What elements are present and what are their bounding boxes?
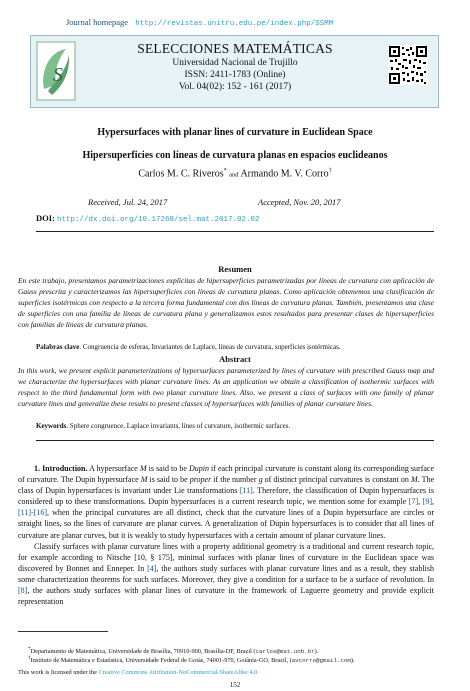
math-M: M [139,464,147,473]
citation-link[interactable]: [4] [147,563,157,573]
journal-volume: Vol. 04(02): 152 - 161 (2017) [178,82,292,92]
authors-and: and [229,171,239,179]
journal-name: SELECCIONES MATEMÁTICAS [137,41,333,56]
license-line [18,669,259,676]
intro-text: if the number [211,475,259,485]
journal-university: Universidad Nacional de Trujillo [172,58,298,68]
footnote-1-end: ). [314,648,319,656]
footnote-2-end: ). [350,657,355,665]
intro-text: A hypersurface [87,464,140,473]
author-1-mark: * [223,168,227,174]
doi-label: DOI: [36,213,55,223]
intro-text: , when the principal curvatures are all distinct, check that the curvature lines of a Dupin hypersurface are circles or straight lines, so the lines of curvature are planar curves. A generalization of Dupin hypersurfaces is to consider that all lines of curvature are planar curves, but it is weakly to study hypersurfaces with a certain amount of planar curvature lines. [18,508,434,540]
intro-heading: 1. Introduction. [34,464,88,473]
intro-text: , the authors study surfaces with planar curvature lines and as a result, they stablish some characterization theorems for such surfaces. Moreover, they give a condition for a surface to be a surface of revolution. In [18,563,434,584]
resumen-heading: Resumen [218,264,252,274]
author-1: Carlos M. C. Riveros [138,168,224,180]
citation-link[interactable]: [9] [422,497,433,507]
license-text: This work is licensed under the [18,669,99,676]
keywords-text: . Sphere congruence, Laplace invariants, lines of curvature, isothermic surfaces. [66,422,291,430]
footnote-1-email[interactable]: carlos@mat.unb.br [255,648,315,656]
footnote-2-email[interactable]: avcorro@gmail.com [291,657,351,665]
footnote-2 [28,654,355,665]
doi-line [36,213,260,224]
divider-top [36,231,434,232]
page-number: 152 [229,681,241,689]
author-2: Armando M. V. Corro [240,168,329,180]
math-M: M [140,475,148,485]
keywords [36,421,434,431]
journal-issn: ISSN: 2411-1783 (Online) [184,70,286,80]
term-proper: proper [189,475,212,485]
citation-link[interactable]: [11]-[16] [18,508,48,518]
abstract-heading: Abstract [219,354,251,364]
homepage-link[interactable]: http://revistas.unitru.edu.pe/index.php/SSMM [135,20,334,28]
divider-bottom [36,440,434,441]
footnote-2-mark: † [28,655,31,661]
footnote-1-text: Departamento de Matemática, Universidade de Brasília, 70910-900, Brasília-DF, Brazil ( [30,648,256,656]
intro-text: is said to be [147,475,190,485]
palabras-clave [36,342,434,352]
math-g: g [258,475,263,485]
intro-paragraph-1: 1. Introduction. A hypersurface M is said to be Dupin if each principal curvature is constant along its corresponding surface of curvature. The Dupin hypersurface M is said to be proper if the number g of distinct principal curvatures is constant on M. The class of Dupin hypersurfaces is invariant under Lie transformations [11]. Therefore, the classification of Dupin hypersurfaces is considered up to these transformations. Dupin hypersurfaces is a current research topic, we mention some for example [7], [9], [11]-[16], when the principal curvatures are all distinct, check that the curvature lines of a Dupin hypersurface are circles or straight lines, so the lines of curvature are planar curves. A generalization of Dupin hypersurfaces is to consider that all lines of curvature are planar curves, but it is weakly to study hypersurfaces with a certain amount of planar curvature lines. [18,464,435,540]
intro-text: is said to be [146,464,189,473]
intro-paragraph-2 [18,541,434,608]
accepted-date: Accepted, Nov. 20, 2017 [258,197,341,207]
keywords-label: Keywords [36,422,67,430]
term-dupin: Dupin [188,464,209,473]
footnote-1-mark: * [28,646,31,652]
article-title-es: Hipersuperficies con líneas de curvatura planas en espacios euclideanos [82,150,388,161]
doi-link[interactable]: http://dx.doi.org/10.17268/sel.mat.2017.02.02 [57,216,260,224]
citation-link[interactable]: [11] [239,486,253,496]
resumen-text: En este trabajo, presentamos parametrizaciones explícitas de hipersuperficies parametrizadas por líneas de curvatura con aplicación de Gauss prescrita y caracterizamos las hipersuperficies con líneas de curvatura planas. Como aplicación obtenemos una clasificación de superficies isotérmicas con respecto a la tercera forma fundamental con dos líneas de curvatura planas. También, presentamos una clase de superficies con una familia de líneas de curvatura plana y generalizamos estos resultados para presentar clases de hipersuperficies con familias de líneas de curvatura planas. [18,276,434,329]
article-title-en: Hypersurfaces with planar lines of curvature in Euclidean Space [97,127,373,138]
homepage-label: Journal homepage [66,17,129,27]
journal-homepage-line [66,17,333,28]
intro-text: if each principal curvature is constant along its corresponding surface of curvature. The Dupin hypersurface [18,464,435,485]
author-2-mark: † [328,168,332,174]
footnote-rule [18,631,108,632]
footnote-2-text: Instituto de Matemática e Estatística, Universidade Federal de Goiás, 74001-970, Goiânia-GO, Brazil, ( [30,657,292,665]
authors-line [0,168,470,179]
citation-link[interactable]: [8] [18,586,28,596]
abstract-text: In this work, we present explicit parameterizations of hypersurfaces parameterized by lines of curvature with prescribed Gauss map and we characterize the hypersurfaces with planar curvature lines. As an application we obtain a classification of isothermic surfaces with respect to the third fundamental form with two planar curvature lines. Also, we present a class of surfaces with one family of planar curvature lines and generalize these results to present classes of hypersurfaces with families of planar curvature lines. [18,366,434,408]
intro-text: . The class of Dupin hypersurfaces is invariant under Lie transformations [18,475,435,496]
license-link[interactable]: Creative Commons Attribution-NoCommercial-ShareAlike 4.0. [98,669,259,676]
palabras-clave-label: Palabras clave [36,343,80,351]
svg-text:S: S [53,64,63,86]
intro-text: , the authors study surfaces with planar lines of curvature in the framework of Laguerre geometry and provide explicit representation [18,586,434,607]
math-M: M [411,475,418,485]
citation-link[interactable]: [7] [408,497,419,507]
palabras-clave-text: . Congruencia de esferas, Invariantes de Laplace, líneas de curvatura, superficies isotérmicas. [79,343,341,351]
intro-text: . Therefore, the classification of Dupin hypersurfaces is considered up to these transformations. Dupin hypersurfaces is a current research topic, we mention some for example [18,486,434,507]
received-date: Received, Jul. 24, 2017 [88,197,168,207]
introduction-body [18,463,434,607]
intro-text: of distinct principal curvatures is constant on [262,475,411,485]
intro-text: Classify surfaces with planar curvature lines with a property additional geometry is a traditional and current research topic, for example according to Nitsche [10, § 175], minimal surfaces with planar lines of curvature in the Euclidean space was discovered by Bonnet and Enneper. In [18,541,434,573]
